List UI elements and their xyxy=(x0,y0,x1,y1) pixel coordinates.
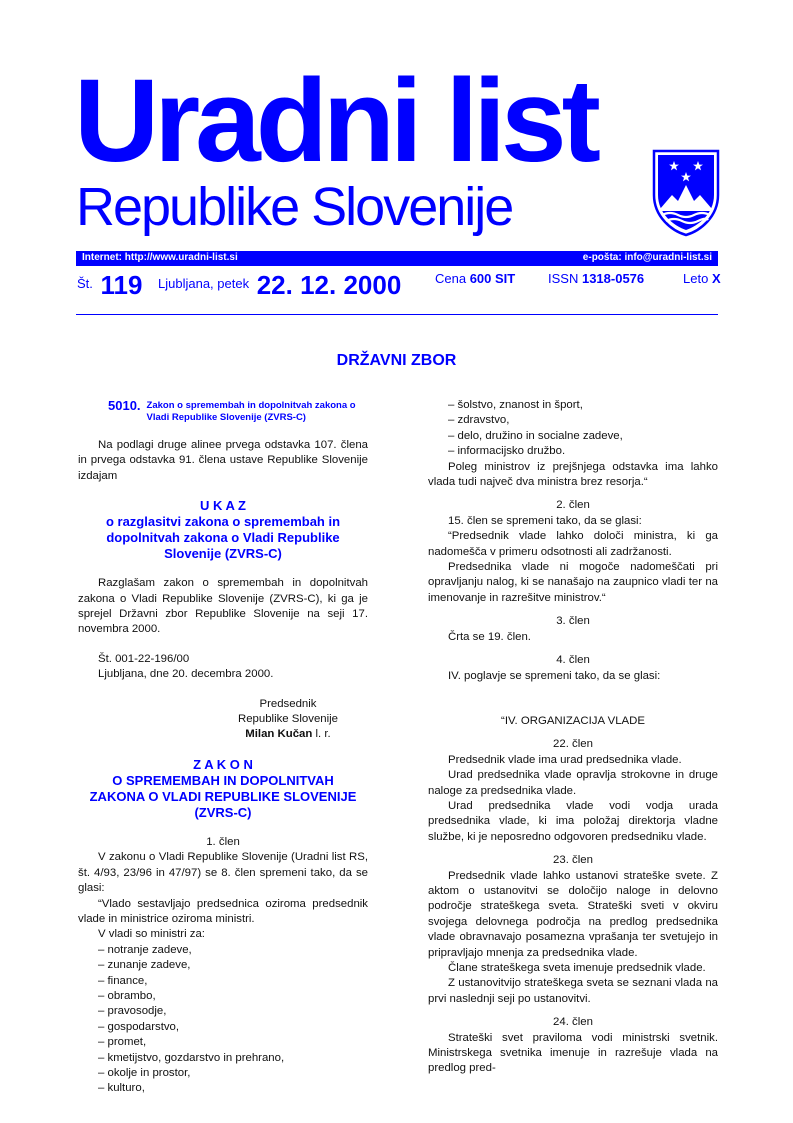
signature: Milan Kučan l. r. xyxy=(245,728,331,741)
internet-link[interactable]: Internet: http://www.uradni-list.si xyxy=(82,252,238,263)
ukaz-subtitle: o razglasitvi zakona o spremembah in dopolnitvah zakona o Vladi Republike Slovenije (ZVRS-C) xyxy=(105,514,341,562)
issue-year: Leto X xyxy=(683,271,721,286)
article-2-intro: 15. člen se spremeni tako, da se glasi: xyxy=(448,514,642,527)
article-22-paragraph-3: Urad predsednika vlade vodi vodja urada predsednika vlade, ki ima položaj direktorja vladne službe, ki je neposredno odgovoren predsedniku vlade. xyxy=(428,799,718,843)
article-1-quote: “Vlado sestavljajo predsednica oziroma predsednik vlade in ministrice oziroma ministri. xyxy=(78,897,368,925)
ukaz-title: U K A Z xyxy=(200,498,246,514)
list-item: – informacijsko družbo. xyxy=(448,445,566,458)
article-1-heading: 1. člen xyxy=(206,835,240,848)
article-23-paragraph-3: Z ustanovitvijo strateškega sveta se seznani vlada na prvi naslednji seji po ustanovitvi. xyxy=(428,977,718,1005)
entry-number: 5010. xyxy=(108,398,141,413)
list-item: – obrambo, xyxy=(98,989,156,1002)
right-column xyxy=(428,398,718,1077)
chapter-title: “IV. ORGANIZACIJA VLADE xyxy=(501,714,645,727)
masthead-title: Uradni list xyxy=(74,55,596,187)
list-item: – kmetijstvo, gozdarstvo in prehrano, xyxy=(98,1051,285,1064)
ukaz-text: Razglašam zakon o spremembah in dopolnitvah zakona o Vladi Republike Slovenije (ZVRS-C), ki ga je sprejel Državni zbor Republike Slovenije na seji 17. novembra 2000. xyxy=(78,577,368,636)
list-item: – pravosodje, xyxy=(98,1005,167,1018)
article-22-paragraph-2: Urad predsednika vlade opravlja strokovne in druge naloge za predsednika vlade. xyxy=(428,769,718,797)
article-22-heading: 22. člen xyxy=(553,738,593,751)
list-item: – šolstvo, znanost in šport, xyxy=(448,399,583,411)
article-23-heading: 23. člen xyxy=(553,854,593,867)
reference-number: Št. 001-22-196/00 xyxy=(98,652,190,665)
list-item: – delo, družino in socialne zadeve, xyxy=(448,429,623,442)
article-24-paragraph-1: Strateški svet praviloma vodi ministrski svetnik. Ministrskega svetnika imenuje in razrešuje vlada na predlog pred- xyxy=(428,1031,718,1075)
masthead-contact-bar xyxy=(76,251,718,266)
article-22-paragraph-1: Predsednik vlade ima urad predsednika vlade. xyxy=(448,753,682,766)
article-4-text: IV. poglavje se spremeni tako, da se glasi: xyxy=(448,669,661,682)
signature-role: Predsednik xyxy=(259,697,317,710)
reference-date: Ljubljana, dne 20. decembra 2000. xyxy=(98,668,274,681)
list-item: – okolje in prostor, xyxy=(98,1066,191,1079)
left-column xyxy=(78,398,368,1097)
article-23-paragraph-1: Predsednik vlade lahko ustanovi strateške svete. Z aktom o ustanovitvi se določijo naloge in delovno področje strateškega sveta. Strateški sveti v okviru svojega delovnega področja na predlog predsednika vlade obravnavajo posamezna vprašanja ter svetujejo in pripravljajo mnenja za predsednika vlade. xyxy=(428,869,718,959)
zakon-subtitle: O SPREMEMBAH IN DOPOLNITVAH ZAKONA O VLADI REPUBLIKE SLOVENIJE (ZVRS-C) xyxy=(89,772,357,820)
list-after-text: Poleg ministrov iz prejšnjega odstavka ima lahko vlada tudi največ dva ministra brez resorja.“ xyxy=(428,460,718,489)
article-3-text: Črta se 19. člen. xyxy=(448,630,531,643)
signature-org: Republike Slovenije xyxy=(237,713,339,726)
preamble: Na podlagi druge alinee prvega odstavka 107. člena in prvega odstavka 91. člena ustave Republike Slovenije izdajam xyxy=(78,439,368,482)
email-link[interactable]: e-pošta: info@uradni-list.si xyxy=(582,252,712,263)
article-2-paragraph-1: “Predsednik vlade lahko določi ministra, ki ga nadomešča v primeru odsotnosti ali zadržanosti. xyxy=(428,530,718,558)
list-item: – promet, xyxy=(98,1036,147,1049)
article-1-list-intro: V vladi so ministri za: xyxy=(98,928,205,941)
list-item: – zunanje zadeve, xyxy=(98,959,191,972)
list-item: – finance, xyxy=(98,974,148,987)
header-divider xyxy=(76,314,718,315)
issue-date: Ljubljana, petek 22. 12. 2000 xyxy=(158,270,402,300)
article-3-heading: 3. člen xyxy=(556,615,590,628)
section-title: DRŽAVNI ZBOR xyxy=(336,352,457,369)
article-24-heading: 24. člen xyxy=(553,1016,593,1029)
article-23-paragraph-2: Člane strateškega sveta imenuje predsednik vlade. xyxy=(448,962,706,974)
issue-number: Št. 119 xyxy=(77,270,143,300)
issue-price: Cena 600 SIT xyxy=(435,271,516,286)
zakon-title: Z A K O N xyxy=(193,756,253,772)
article-4-heading: 4. člen xyxy=(556,654,590,667)
list-item: – kulturo, xyxy=(98,1082,145,1095)
issue-issn: ISSN 1318-0576 xyxy=(548,271,645,286)
list-item: – notranje zadeve, xyxy=(98,943,192,956)
article-2-heading: 2. člen xyxy=(556,499,590,512)
article-2-paragraph-2: Predsednika vlade ni mogoče nadomeščati pri opravljanju nalog, ki se nanašajo na zaupnico vladi ter na imenovanje in razrešitve ministrov.“ xyxy=(428,561,718,604)
article-1-text: V zakonu o Vladi Republike Slovenije (Uradni list RS, št. 4/93, 23/96 in 47/97) se 8. člen spremeni tako, da se glasi: xyxy=(78,851,368,895)
entry-header xyxy=(78,398,368,424)
masthead-subtitle: Republike Slovenije xyxy=(76,177,513,237)
list-item: – gospodarstvo, xyxy=(98,1020,180,1033)
coat-of-arms-icon xyxy=(652,147,720,237)
list-item: – zdravstvo, xyxy=(448,414,510,427)
entry-title: Zakon o spremembah in dopolnitvah zakona o Vladi Republike Slovenije (ZVRS-C) xyxy=(146,400,356,423)
